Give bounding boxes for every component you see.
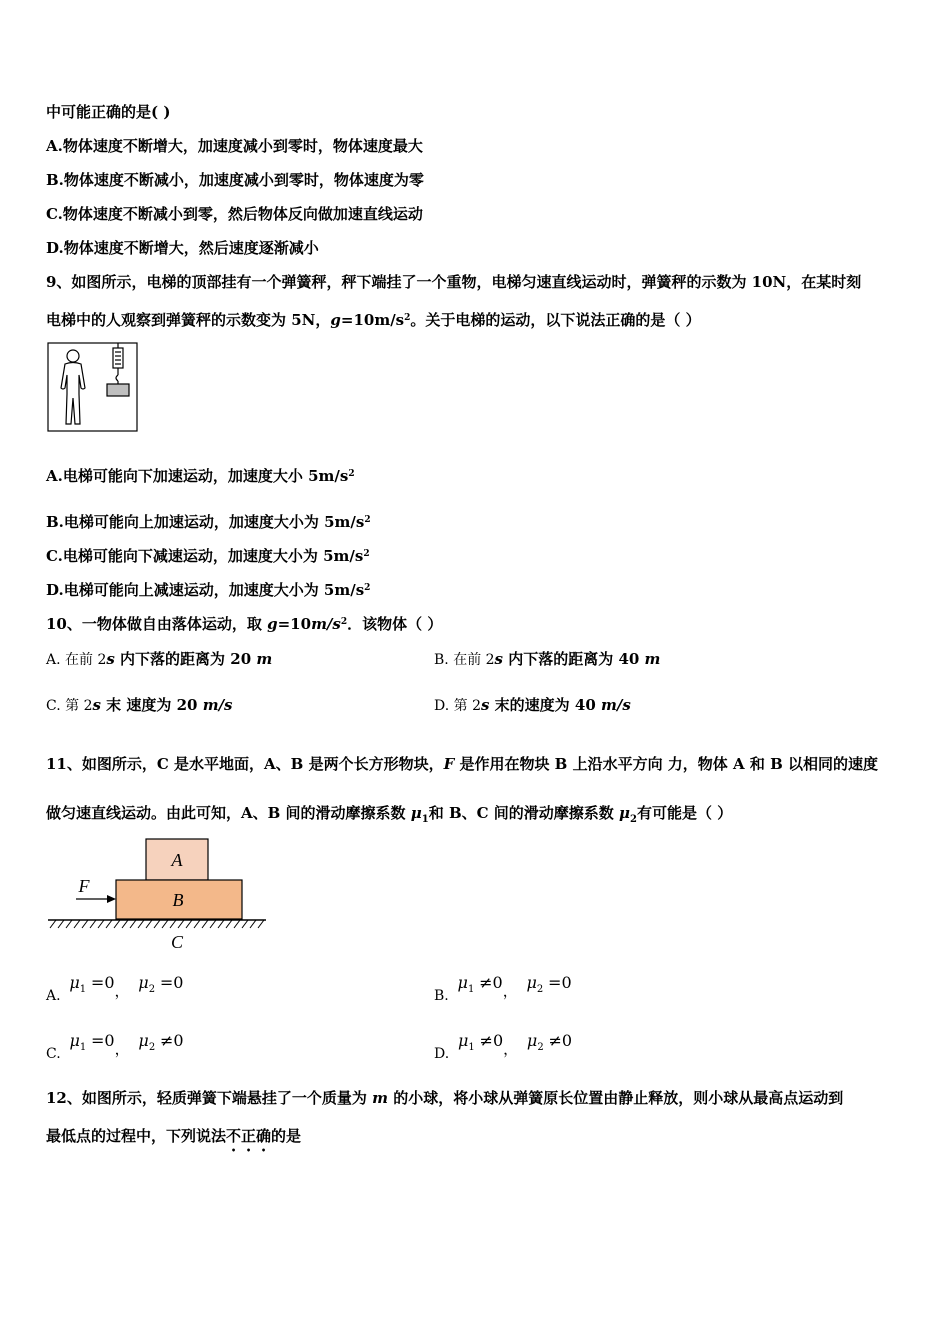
- ground-hatch: [50, 920, 264, 928]
- q8-option-c: C.物体速度不断减小到零，然后物体反向做加速直线运动: [46, 205, 423, 223]
- blocks-figure: [46, 836, 270, 954]
- q12-stem-line2: 最低点的过程中，下列说法不正确的是: [46, 1127, 302, 1145]
- q11-stem-line2: 做匀速直线运动。由此可知，A、B 间的滑动摩擦系数 $\mu_1$和 B、C 间的滑动摩擦系数 $\mu_2$有可能是（ ）: [46, 804, 733, 825]
- block-b-label: B: [172, 890, 184, 910]
- q10-option-a: A. 在前 2s 内下落的距离为 20 m: [46, 650, 273, 668]
- q9-option-c: C.电梯可能向下减速运动，加速度大小为 $5m/s^2$: [46, 547, 370, 565]
- q9-stem-line2: 电梯中的人观察到弹簧秤的示数变为 5N，$g=10m/s^2$。关于电梯的运动，以下说法正确的是（ ）: [46, 311, 701, 329]
- q8-option-d: D.物体速度不断增大，然后速度逐渐减小: [46, 239, 319, 257]
- q11-stem-line1: 11、如图所示，C 是水平地面，A、B 是两个长方形物块，F 是作用在物块 B 上沿水平方向 力，物体 A 和 B 以相同的速度: [46, 755, 879, 773]
- q11-option-b: B. $\mu_1 \ne 0$， $\mu_2 =0$: [434, 973, 572, 1004]
- elevator-figure: [47, 342, 139, 432]
- q11-option-d: D. $\mu_1 \ne 0$， $\mu_2 \ne 0$: [434, 1031, 573, 1062]
- q9-option-a: A.电梯可能向下加速运动，加速度大小 $5m/s^2$: [46, 467, 355, 485]
- q10-option-c: C. 第 2s 末 速度为 20 m/s: [46, 696, 233, 714]
- q11-option-a: A. $\mu_1 =0$， $\mu_2 =0$: [46, 973, 184, 1004]
- q9-option-b: B.电梯可能向上加速运动，加速度大小为 $5m/s^2$: [46, 513, 371, 531]
- emphasis-not-correct: 不正确: [226, 1127, 272, 1145]
- q8-stem-tail: 中可能正确的是( ): [46, 103, 171, 121]
- q12-stem-line1: 12、如图所示，轻质弹簧下端悬挂了一个质量为 m 的小球，将小球从弹簧原长位置由静止释放，则小球从最高点运动到: [46, 1089, 844, 1107]
- q10-option-b: B. 在前 2s 内下落的距离为 40 m: [434, 650, 661, 668]
- ground-label: C: [170, 932, 184, 952]
- q9-stem-line1: 9、如图所示，电梯的顶部挂有一个弹簧秤，秤下端挂了一个重物，电梯匀速直线运动时，弹簧秤的示数为 10N，在某时刻: [46, 273, 862, 291]
- force-label: F: [78, 876, 90, 896]
- q10-stem: 10、一物体做自由落体运动，取 $g=10m/s^2$．该物体（ ）: [46, 615, 443, 633]
- q9-option-d: D.电梯可能向上减速运动，加速度大小为 $5m/s^2$: [46, 581, 371, 599]
- block-a-label: A: [171, 850, 183, 870]
- q8-option-b: B.物体速度不断减小，加速度减小到零时，物体速度为零: [46, 171, 424, 189]
- q8-option-a: A.物体速度不断增大，加速度减小到零时，物体速度最大: [46, 137, 423, 155]
- q11-option-c: C. $\mu_1 =0$， $\mu_2 \ne 0$: [46, 1031, 184, 1062]
- q10-option-d: D. 第 2s 末的速度为 40 m/s: [434, 696, 631, 714]
